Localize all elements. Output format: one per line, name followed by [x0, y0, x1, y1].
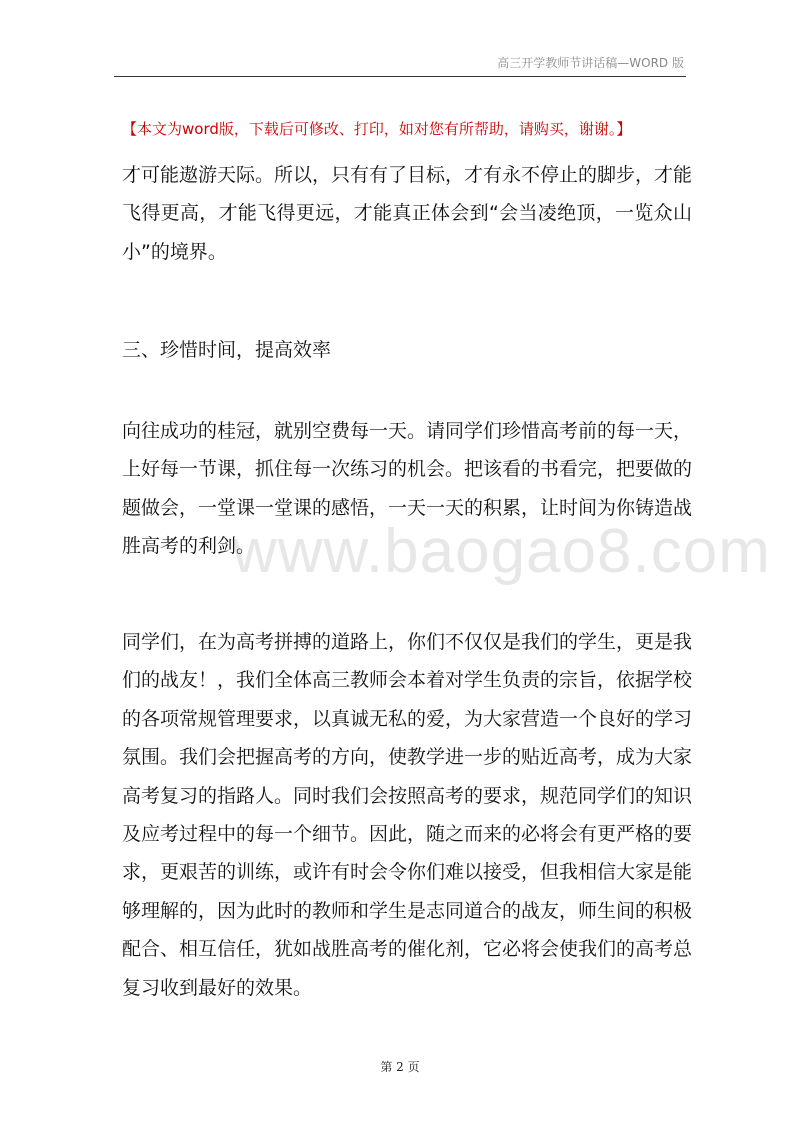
download-notice: 【本文为word版，下载后可修改、打印，如对您有所帮助，请购买，谢谢。】 — [122, 120, 632, 138]
paragraph-cherish-time: 向往成功的桂冠，就别空费每一天。请同学们珍惜高考前的每一天，上好每一节课，抓住每一次练习的机会。把该看的书看完，把要做的题做会，一堂课一堂课的感悟，一天一天的积累，让时间为你铸造战胜高考的利剑。 — [122, 420, 693, 558]
page-header-title: 高三开学教师节讲话稿—WORD 版 — [497, 56, 684, 70]
page-number: 第 2 页 — [380, 1060, 420, 1074]
header-divider — [114, 76, 686, 77]
watermark: www.baogao8.com — [232, 517, 771, 586]
paragraph-goal-ending: 才可能遨游天际。所以，只有有了目标，才有永不停止的脚步，才能飞得更高，才能飞得更远，才能真正体会到“会当凌绝顶，一览众山小”的境界。 — [122, 164, 693, 263]
section-heading-time: 三、珍惜时间，提高效率 — [122, 339, 332, 361]
paragraph-comrades: 同学们，在为高考拼搏的道路上，你们不仅仅是我们的学生，更是我们的战友！，我们全体高三教师会本着对学生负责的宗旨，依据学校的各项常规管理要求，以真诚无私的爱，为大家营造一个良好的学习氛围。我们会把握高考的方向，使教学进一步的贴近高考，成为大家高考复习的指路人。同时我们会按照高考的要求，规范同学们的知识及应考过程中的每一个细节。因此，随之而来的必将会有更严格的要求，更艰苦的训练，或许有时会令你们难以接受，但我相信大家是能够理解的，因为此时的教师和学生是志同道合的战友，师生间的积极配合、相互信任，犹如战胜高考的催化剂，它必将会使我们的高考总复习收到最好的效果。 — [122, 631, 693, 999]
